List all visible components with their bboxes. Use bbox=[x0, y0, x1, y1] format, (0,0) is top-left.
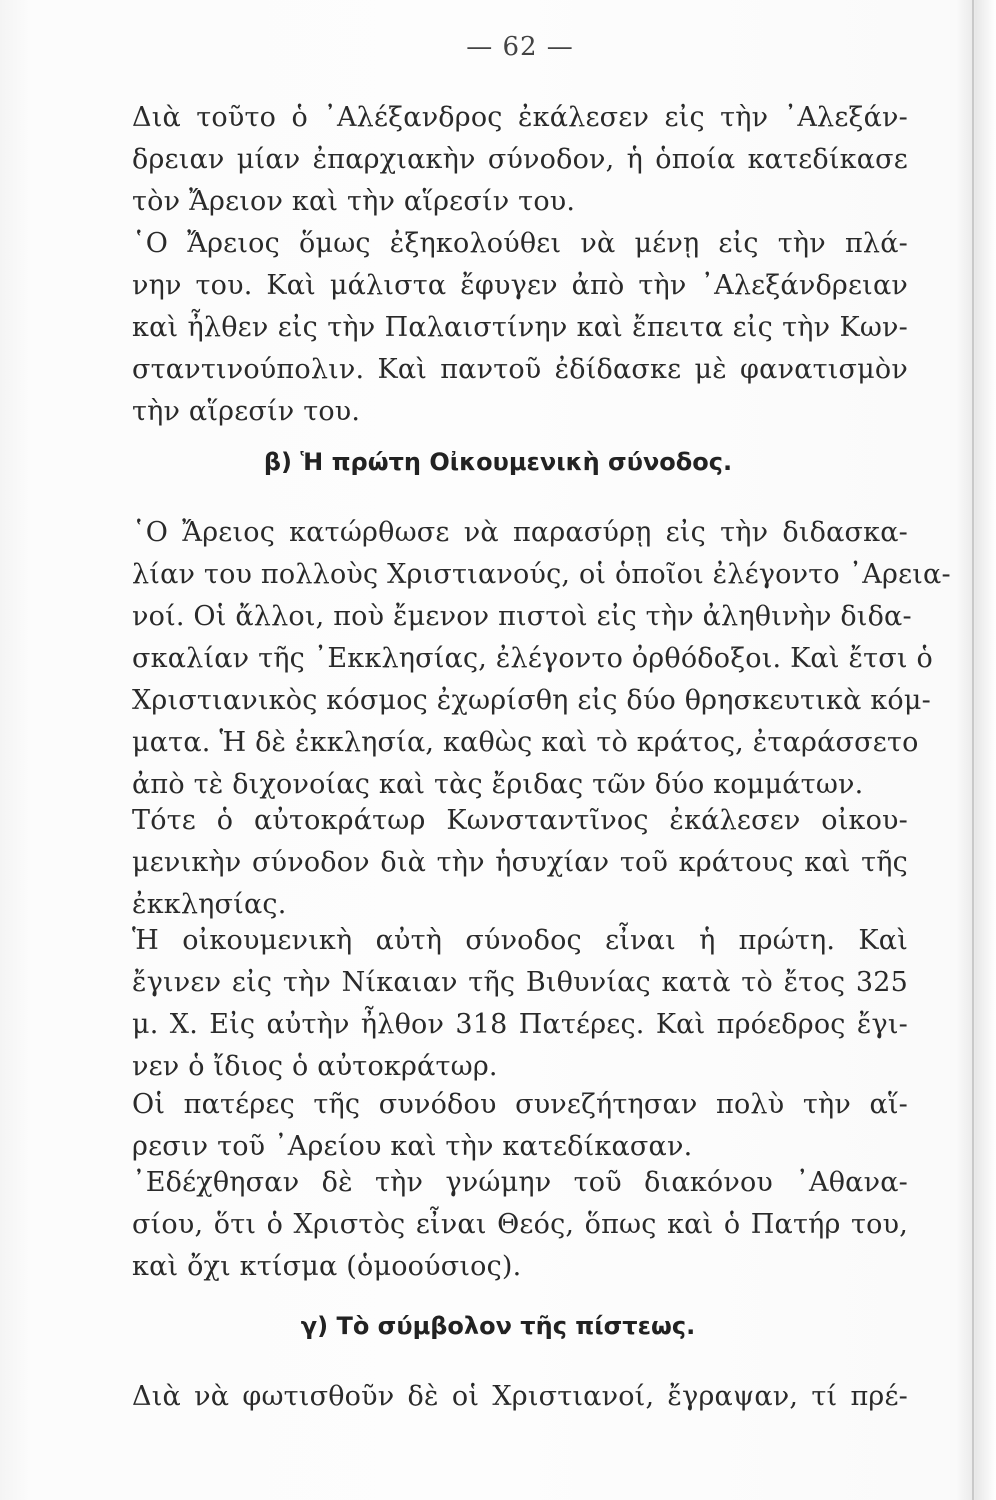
text-line: νεν ὁ ἴδιος ὁ αὐτοκράτωρ. bbox=[132, 1051, 498, 1082]
text-line: Οἱ πατέρες τῆς συνόδου συνεζήτησαν πολὺ τὴν αἵ- bbox=[132, 1089, 908, 1120]
text-line: μενικὴν σύνοδον διὰ τὴν ἡσυχίαν τοῦ κράτους καὶ τῆς bbox=[132, 847, 908, 878]
text-line: δρειαν μίαν ἐπαρχιακὴν σύνοδον, ἡ ὁποία κατεδίκασε bbox=[132, 144, 908, 175]
text-line: μ. Χ. Εἰς αὐτὴν ἦλθον 318 Πατέρες. Καὶ πρόεδρος ἔγι- bbox=[132, 1009, 908, 1040]
text-line: σταντινούπολιν. Καὶ παντοῦ ἐδίδασκε μὲ φανατισμὸν bbox=[132, 354, 908, 385]
text-line: καὶ ὄχι κτίσμα (ὁμοούσιος). bbox=[132, 1251, 522, 1282]
text-line: Διὰ τοῦτο ὁ ᾿Αλέξανδρος ἐκάλεσεν εἰς τὴν ᾿Αλεξάν- bbox=[132, 102, 908, 133]
paragraph-1 bbox=[132, 97, 908, 223]
text-line: ματα. Ἡ δὲ ἐκκλησία, καθὼς καὶ τὸ κράτος, ἐταράσσετο bbox=[132, 727, 919, 758]
paragraph-6 bbox=[132, 1084, 908, 1168]
paragraph-5 bbox=[132, 920, 908, 1088]
paragraph-3 bbox=[132, 512, 951, 806]
text-line: ἔγινεν εἰς τὴν Νίκαιαν τῆς Βιθυνίας κατὰ τὸ ἔτος 325 bbox=[132, 967, 908, 998]
text-line: ῾Ο Ἄρειος ὅμως ἐξηκολούθει νὰ μένῃ εἰς τὴν πλά- bbox=[132, 228, 908, 259]
section-heading-symbol-of-faith: γ) Τὸ σύμβολον τῆς πίστεως. bbox=[300, 1312, 696, 1340]
page-edge bbox=[972, 0, 974, 1500]
text-line: ᾿Εδέχθησαν δὲ τὴν γνώμην τοῦ διακόνου ᾿Αθανα- bbox=[132, 1167, 908, 1198]
text-line: Διὰ νὰ φωτισθοῦν δὲ οἱ Χριστιανοί, ἔγραψαν, τί πρέ- bbox=[132, 1381, 908, 1412]
text-line: Τότε ὁ αὐτοκράτωρ Κωνσταντῖνος ἐκάλεσεν οἰκου- bbox=[132, 805, 908, 836]
text-line: σίου, ὅτι ὁ Χριστὸς εἶναι Θεός, ὅπως καὶ ὁ Πατήρ του, bbox=[132, 1209, 908, 1240]
text-line: τὸν Ἄρειον καὶ τὴν αἵρεσίν του. bbox=[132, 186, 576, 217]
paragraph-7 bbox=[132, 1162, 908, 1288]
section-heading-first-ecumenical-council: β) Ἡ πρώτη Οἰκουμενικὴ σύνοδος. bbox=[263, 448, 733, 476]
text-line: καὶ ἦλθεν εἰς τὴν Παλαιστίνην καὶ ἔπειτα εἰς τὴν Κων- bbox=[132, 312, 908, 343]
text-line: Ἡ οἰκουμενικὴ αὐτὴ σύνοδος εἶναι ἡ πρώτη. Καὶ bbox=[132, 925, 908, 956]
paragraph-4 bbox=[132, 800, 908, 926]
text-line: Χριστιανικὸς κόσμος ἐχωρίσθη εἰς δύο θρησκευτικὰ κόμ- bbox=[132, 685, 931, 716]
text-line: σκαλίαν τῆς ᾿Εκκλησίας, ἐλέγοντο ὀρθόδοξοι. Καὶ ἔτσι ὁ bbox=[132, 643, 933, 674]
text-line: νην του. Καὶ μάλιστα ἔφυγεν ἀπὸ τὴν ᾿Αλεξάνδρειαν bbox=[132, 270, 908, 301]
text-line: ῾Ο Ἄρειος κατώρθωσε νὰ παρασύρῃ εἰς τὴν διδασκα- bbox=[132, 517, 908, 548]
paragraph-2 bbox=[132, 223, 908, 433]
text-line: ἀπὸ τὲ διχονοίας καὶ τὰς ἔριδας τῶν δύο κομμάτων. bbox=[132, 769, 864, 800]
text-line: τὴν αἵρεσίν του. bbox=[132, 396, 361, 427]
text-line: νοί. Οἱ ἄλλοι, ποὺ ἔμενον πιστοὶ εἰς τὴν ἀληθινὴν διδα- bbox=[132, 601, 912, 632]
text-line: λίαν του πολλοὺς Χριστιανούς, οἱ ὁποῖοι ἐλέγοντο ᾿Αρεια- bbox=[132, 559, 951, 590]
text-line: ἐκκλησίας. bbox=[132, 889, 287, 920]
text-line: ρεσιν τοῦ ᾿Αρείου καὶ τὴν κατεδίκασαν. bbox=[132, 1131, 693, 1162]
page-number: — 62 — bbox=[466, 32, 574, 62]
paragraph-8 bbox=[132, 1376, 908, 1418]
